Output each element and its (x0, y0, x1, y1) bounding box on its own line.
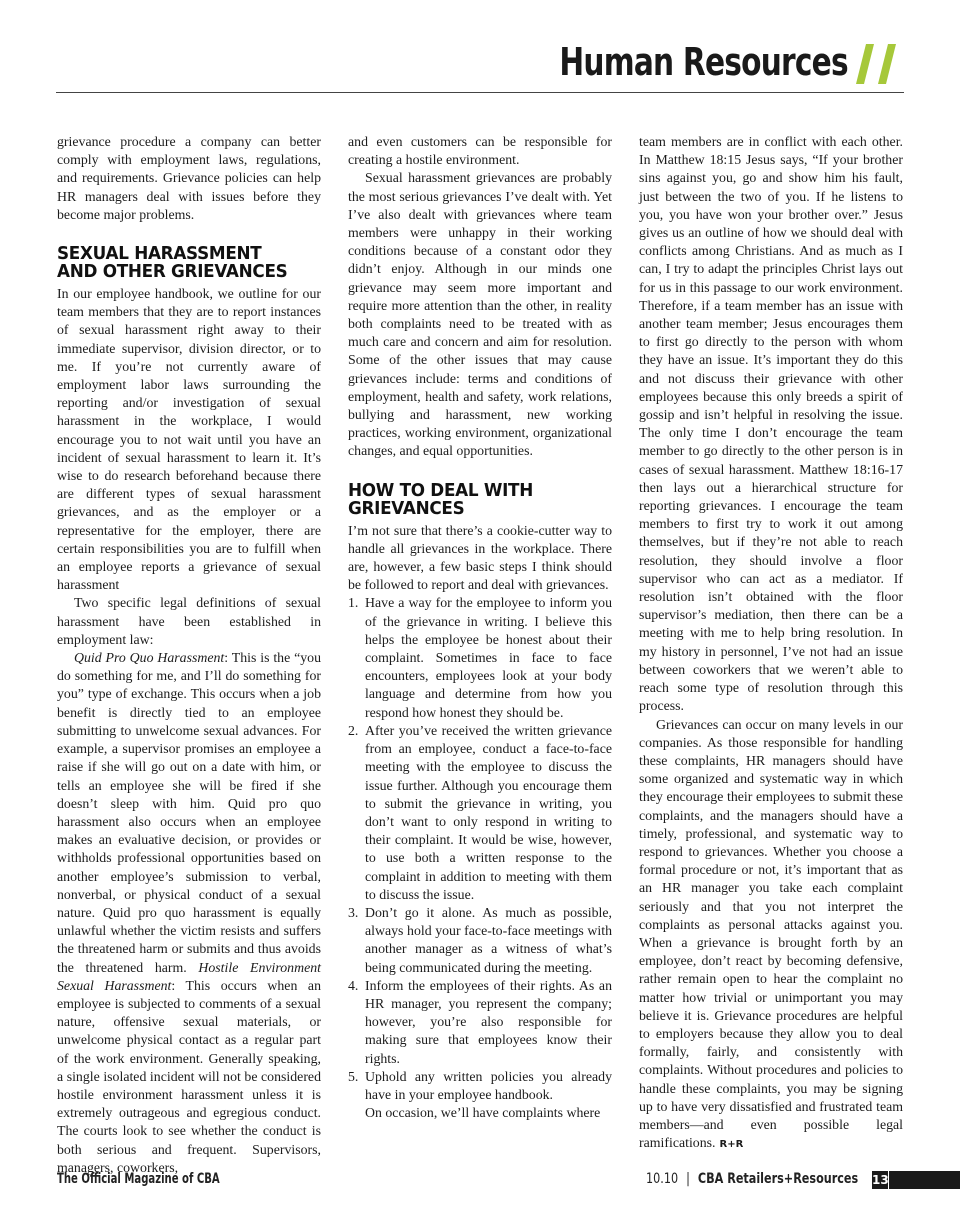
list-item: 2. After you’ve received the written grievance from an employee, conduct a face-to-face meeting with the employee to discuss the issue further. Although you encourage them to submit the grievance in writing, you don’t want to only respond in writing to their complaint. It would be wise, however, to use both a written response to the complaint in addition to meeting with them to discuss the issue. (348, 722, 612, 902)
footer-separator: | (685, 1171, 690, 1187)
header-divider (56, 92, 904, 93)
section-heading-grievances: HOW TO DEAL WITH GRIEVANCES (348, 480, 533, 519)
list-item: 3. Don’t go it alone. As much as possible, always hold your face-to-face meetings with another manager as a witness of what’s being communicated during the meeting. (348, 904, 612, 975)
paragraph: On occasion, we’ll have complaints where (365, 1105, 601, 1121)
article-column-1 (57, 133, 322, 1175)
paragraph: grievance procedure a company can better comply with employment laws, regulations, and requirements. Grievance policies can help HR managers deal with issues before they become major problems. (57, 134, 321, 222)
issue-date: 10.10 (645, 1171, 678, 1187)
end-mark: R+R (719, 1139, 744, 1151)
footer-bar (889, 1171, 960, 1189)
paragraph: Sexual harassment grievances are probably the most serious grievances I’ve dealt with. Yet I’ve also dealt with grievances where team members were unhappy in their working conditions because of a constant odor they didn’t enjoy. Although in our minds one grievance may seem more important and require more attention than the other, in reality both complaints need to be treated with as much care and concern and aim for resolution. Some of the other issues that may cause grievances include: terms and conditions of employment, health and safety, work relations, bullying and harassment, new working practices, working environment, organizational changes, and equal opportunities. (348, 170, 612, 459)
section-heading-sexual-harassment: SEXUAL HARASSMENT AND OTHER GRIEVANCES (57, 244, 288, 283)
article-column-2 (348, 133, 612, 1146)
list-item: 1. Have a way for the employee to inform you of the grievance in writing. I believe this helps the employee be honest about their complaint. Sometimes in face to face encounters, employees look at your body language and determine from how you respond how honest they should be. (348, 595, 612, 720)
article-column-3 (639, 133, 903, 1151)
double-slash-icon (852, 40, 904, 88)
term-label: Hostile Environment Sexual Harassment (57, 959, 321, 993)
page-number: 13 (872, 1173, 889, 1187)
paragraph: Two specific legal definitions of sexual harassment have been established in employment law: (57, 595, 321, 647)
list-item: 5. Uphold any written policies you already have in your employee handbook. (348, 1068, 612, 1102)
footer-issue-info (646, 1171, 858, 1187)
section-title (560, 34, 848, 90)
paragraph: In our employee handbook, we outline for our team members that they are to report instances of sexual harassment right away to their immediate supervisor, division director, or to me. If you’re not currently aware of employment labor laws surrounding the reporting and/or investigation of sexual harassment in the workplace, I would encourage you to not wait until you have an incident of sexual harassment to learn it. It’s wise to do research beforehand because there are different types of sexual harassment grievances, and as the employer or a representative for the employer, there are certain responsibilities you are to fulfill when an employee reports a grievance of sexual harassment (57, 286, 321, 593)
paragraph: team members are in conflict with each other. In Matthew 18:15 Jesus says, “If your brother sins against you, go and show him his fault, just between the two of you. If he listens to you, you have won your brother over.” Jesus gives us an outline of how we should deal with conflicts among Christians. And as much as I can, I try to adapt the principles Christ lays out for us in this passage to our work environment. Therefore, if a team member has an issue with another team member; Jesus encourages them to first go directly to the person with whom they have an issue. It’s important they do this and not discuss their grievance with other employees because this only breeds a spirit of gossip and isn’t helpful in resolving the issue. The only time I don’t encourage the team member to go directly to the other person is in cases of sexual harassment. Matthew 18:16-17 then lays out a hierarchical structure for reporting grievances. I encourage the team members to first try to work it out among themselves, but if they’re not able to reach resolution, they should involve a floor supervisor who can act as a mediator. If resolution isn’t obtained with the floor supervisor’s mediation, then there can be a meeting with me to help bring resolution. In my history in personnel, I’ve not had an issue between coworkers that we weren’t able to reach some type of resolution through this process. (639, 134, 903, 714)
term-label: Quid Pro Quo Harassment (74, 650, 225, 666)
magazine-name: CBA Retailers+Resources (697, 1171, 858, 1187)
quid-pro-quo-definition: Quid Pro Quo Harassment: This is the “you do something for me, and I’ll do something for you” type of exchange. This occurs when a job benefit is directly tied to an employee submitting to unwelcome sexual advances. For example, a supervisor promises an employee a raise if she will go out on a date with him, or tells an employee she will be fired if she doesn’t sleep with him. Quid pro quo harassment also occurs when an employee makes an evaluative decision, or provides or withholds professional opportunities based on another employee’s submission to verbal, nonverbal, or physical conduct of a sexual nature. Quid pro quo harassment is equally unlawful whether the victim resists and suffers the threatened harm or submits and thus avoids the threatened harm. Hostile Environment Sexual Harassment: This occurs when an employee is subjected to comments of a sexual nature, offensive sexual materials, or unwelcome physical contact as a regular part of the work environment. Generally speaking, a single isolated incident will not be considered hostile environment harassment unless it is extremely outrageous and egregious conduct. The courts look to see whether the conduct is both serious and frequent. Supervisors, managers, coworkers, (57, 650, 322, 1175)
steps-list (348, 594, 612, 1104)
paragraph: Grievances can occur on many levels in our companies. As those responsible for handling these complaints, HR managers should have some organized and systematic way in which they encourage their employees to submit these complaints, and the managers should have a timely, professional, and systematic way to respond to grievances. Whether you choose a formal procedure or not, it’s important that as an HR manager you take each complaint seriously and that you not interpret the complaints as personal attacks against you. When a grievance is brought forth by an employee, don’t react by becoming defensive, rather remain open to hear the complaint no matter how trivial or unimportant you may believe it is. Grievance procedures are helpful to employers because they allow you to deal formally, fairly, and consistently with complaints. Without procedures and policies to handle these complaints, you may be signing up to have very dissatisfied and frustrated team members—and even possible legal ramifications. R+R (639, 716, 903, 1151)
paragraph: and even customers can be responsible for creating a hostile environment. (348, 134, 612, 168)
paragraph: I’m not sure that there’s a cookie-cutter way to handle all grievances in the workplace. There are, however, a few basic steps I think should be followed to report and deal with grievances. (348, 522, 612, 593)
list-item: 4. Inform the employees of their rights. As an HR manager, you represent the company; however, you’re also responsible for making sure that employees know their rights. (348, 977, 612, 1066)
section-title-text: Human Resources (559, 40, 848, 84)
footer-magazine-tagline: The Official Magazine of CBA (57, 1171, 220, 1187)
